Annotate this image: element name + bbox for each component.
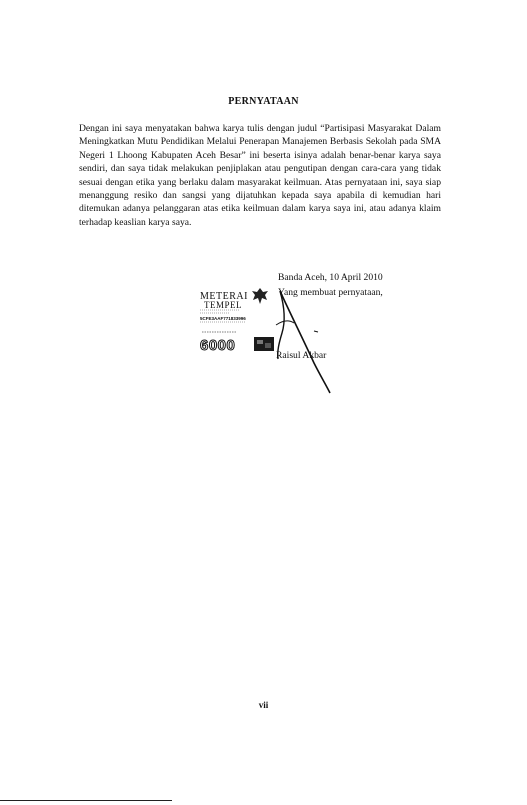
signature xyxy=(268,285,338,405)
stamp-value: 6000 xyxy=(200,337,236,354)
stamp-small-text xyxy=(202,329,242,337)
stamp-serial-code: 5CFE3AAF771833996 xyxy=(200,316,246,321)
page-number: vii xyxy=(258,700,269,710)
signer-name: Raisul Akbar xyxy=(276,350,327,361)
maker-label: Yang membuat pernyataan, xyxy=(278,287,383,298)
place-date: Banda Aceh, 10 April 2010 xyxy=(278,272,383,283)
statement-paragraph: Dengan ini saya menyatakan bahwa karya tulis dengan judul “Partisipasi Masyarakat Dalam Meningkatkan Mutu Pendidikan Melalui Penerapan Manajemen Berbasis Sekolah pada SMA Negeri 1 Lhoong Kabupaten Aceh Besar” ini beserta isinya adalah benar-benar karya saya sendiri, dan saya tidak melakukan penjiplakan atau pengutipan dengan cara-cara yang tidak sesuai dengan etika yang berlaku dalam masyarakat keilmuan. Atas pernyataan ini, saya siap menanggung resiko dan sangsi yang dijatuhkan kepada saya apabila di kemudian hari ditemukan adanya pelanggaran atas etika keilmuan dalam karya saya ini, atau adanya klaim terhadap keaslian karya saya. xyxy=(79,123,441,228)
stamp-word-meterai: METERAI xyxy=(200,291,248,302)
emblem-icon xyxy=(250,286,270,306)
footnote-rule xyxy=(0,800,172,801)
stamp-word-tempel: TEMPEL xyxy=(204,300,242,310)
page-title: PERNYATAAN xyxy=(228,96,299,107)
duty-stamp xyxy=(198,284,278,356)
